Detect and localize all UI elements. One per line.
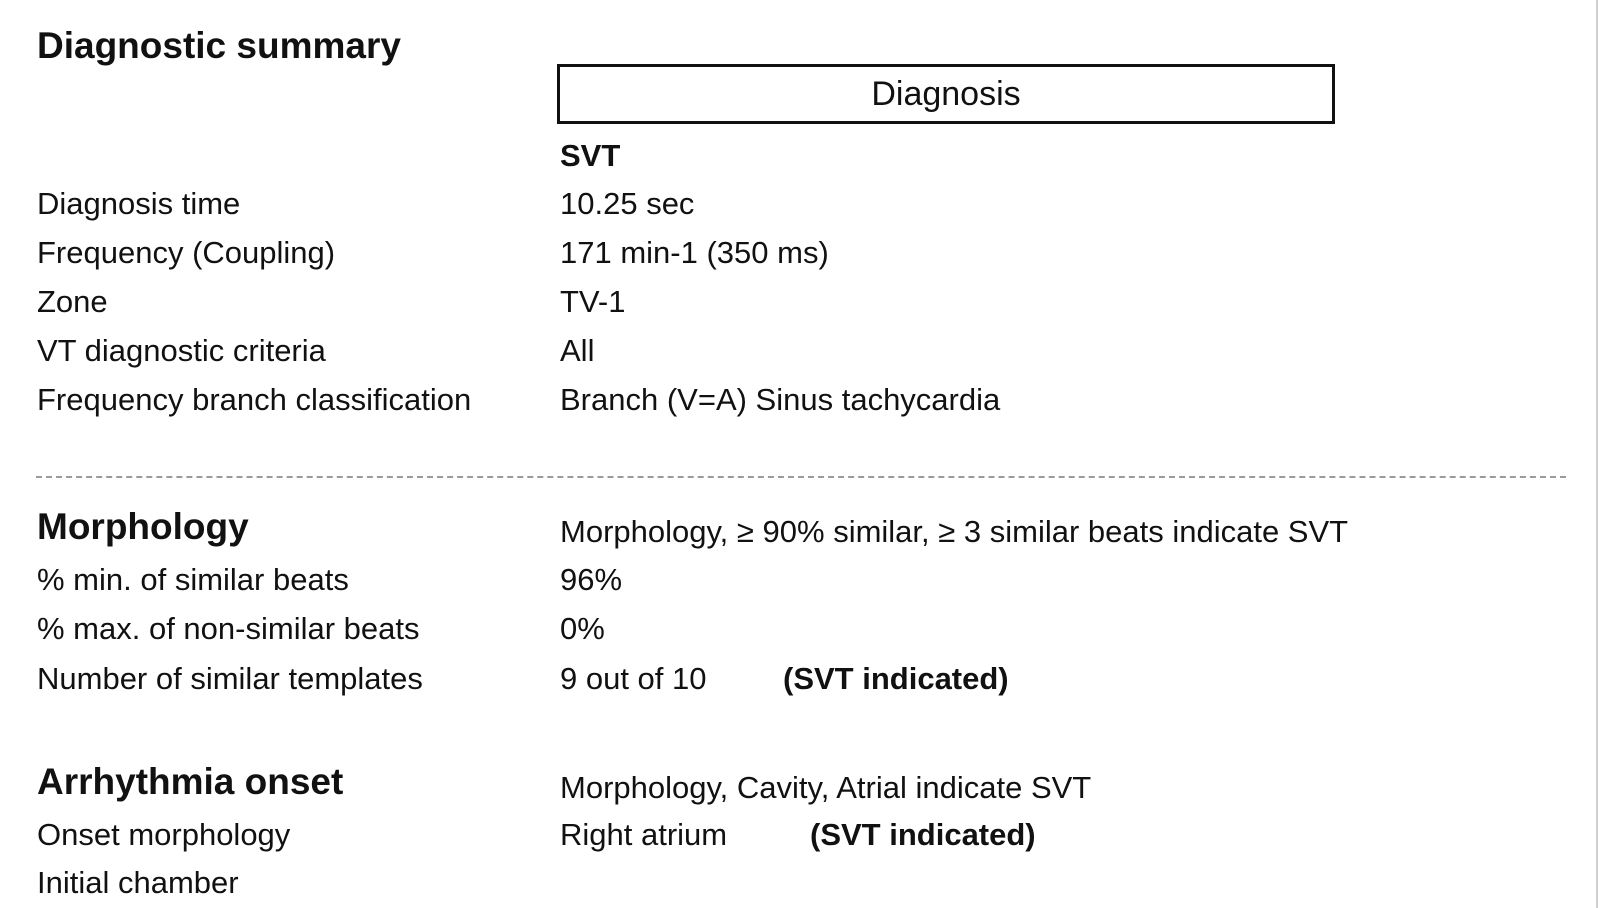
vt-criteria-value: All [560,333,595,368]
branch-classification-label: Frequency branch classification [37,382,472,417]
onset-morphology-flag: (SVT indicated) [810,817,1036,852]
max-non-similar-beats-label: % max. of non-similar beats [37,611,420,646]
zone-label: Zone [37,284,108,319]
onset-morphology-value: Right atrium [560,817,728,852]
diagnosis-header-label: Diagnosis [871,75,1021,113]
onset-description: Morphology, Cavity, Atrial indicate SVT [560,770,1092,805]
onset-morphology-label: Onset morphology [37,817,291,852]
vt-criteria-label: VT diagnostic criteria [37,333,326,368]
initial-chamber-label: Initial chamber [37,865,239,900]
zone-value: TV-1 [560,284,626,319]
page-title: Diagnostic summary [37,25,401,66]
onset-title: Arrhythmia onset [37,761,344,802]
diagnosis-time-value: 10.25 sec [560,186,695,221]
diagnosis-header-box [557,64,1335,124]
min-similar-beats-value: 96% [560,562,623,597]
morphology-description: Morphology, ≥ 90% similar, ≥ 3 similar beats indicate SVT [560,514,1349,549]
max-non-similar-beats-value: 0% [560,611,605,646]
min-similar-beats-label: % min. of similar beats [37,562,349,597]
frequency-value: 171 min-1 (350 ms) [560,235,829,270]
similar-templates-value: 9 out of 10 [560,661,707,696]
branch-classification-value: Branch (V=A) Sinus tachycardia [560,382,1001,417]
section-divider [36,476,1566,478]
frequency-label: Frequency (Coupling) [37,235,336,270]
similar-templates-label: Number of similar templates [37,661,423,696]
diagnosis-time-label: Diagnosis time [37,186,241,221]
morphology-title: Morphology [37,506,249,547]
similar-templates-flag: (SVT indicated) [783,661,1009,696]
page-edge [1596,0,1598,908]
diagnosis-value: SVT [560,138,621,173]
